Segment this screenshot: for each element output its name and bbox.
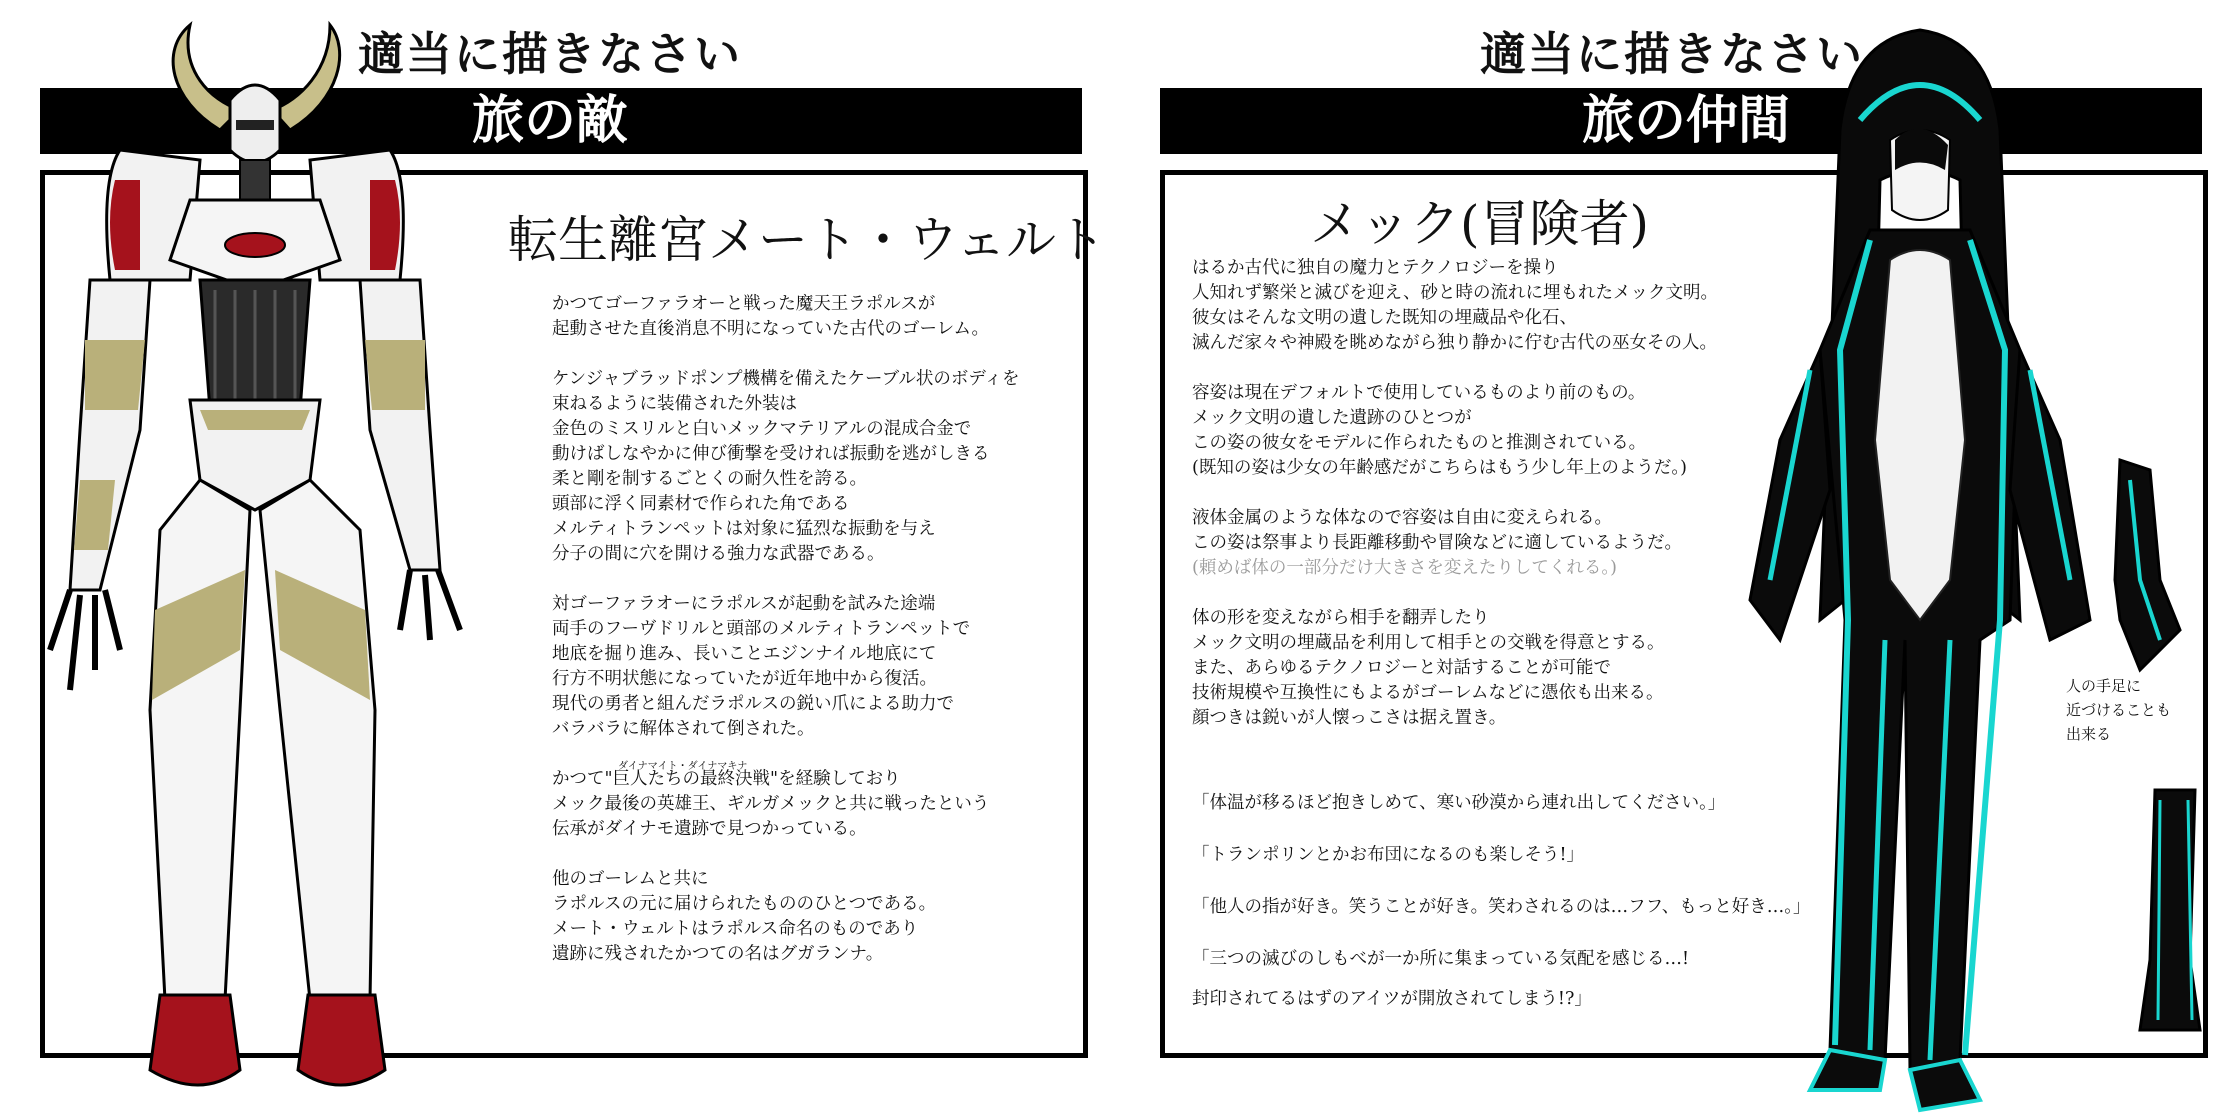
gray-note: (頼めば体の一部分だけ大きさを変えたりしてくれる。) [1192,558,1617,578]
desc-line: メック文明の遺した遺跡のひとつが [1192,408,1472,428]
desc-line: 技術規模や互換性にもよるがゴーレムなどに憑依も出来る。 [1192,683,1664,703]
desc-line: 対ゴーファラオーにラポルスが起動を試みた途端 [552,594,936,614]
left-top-title: 適当に描きなさい [358,27,742,81]
desc-line: 動けばしなやかに伸び衝撃を受ければ振動を逃がしきる [552,444,990,464]
quote-line: 封印されてるはずのアイツが開放されてしまう!?」 [1192,989,1592,1009]
desc-line: 地底を掘り進み、長いことエジンナイル地底にて [552,644,937,664]
desc-line: 行方不明状態になっていたが近年地中から復活。 [552,669,937,689]
desc-line: この姿は祭事より長距離移動や冒険などに適しているようだ。 [1192,533,1682,553]
right-character-name: メック(冒険者) [1310,195,1650,253]
side-note [2066,674,2171,746]
right-quotes [1192,790,1810,1012]
desc-line: 遺跡に残されたかつての名はグガランナ。 [552,944,884,964]
side-note-line: 人の手足に [2066,677,2142,695]
right-description [1192,256,1718,731]
desc-line: 金色のミスリルと白いメックマテリアルの混成合金で [552,419,972,439]
mech-girl-illustration [1720,20,2240,1120]
ruby-annotation: ダイナマイト・ダイナマキナ [618,761,748,772]
side-note-line: 近づけることも [2066,701,2172,719]
right-panel [1120,0,2240,1120]
quote-line: 「体温が移るほど抱きしめて、寒い砂漠から連れ出してください。」 [1192,793,1726,813]
desc-line: メック最後の英雄王、ギルガメックと共に戦ったという [552,794,990,814]
desc-line: 現代の勇者と組んだラポルスの鋭い爪による助力で [552,694,954,714]
desc-line: また、あらゆるテクノロジーと対話することが可能で [1192,658,1611,678]
golem-illustration [40,10,540,1110]
left-character-name: 転生離宮メート・ウェルト [508,211,1106,269]
desc-line: 滅んだ家々や神殿を眺めながら独り静かに佇む古代の巫女その人。 [1192,333,1717,353]
desc-line: 柔と剛を制するごとくの耐久性を誇る。 [552,469,867,489]
desc-line: バラバラに解体されて倒された。 [552,719,815,739]
desc-line: ケンジャブラッドポンプ機構を備えたケーブル状のボディを [552,369,1020,389]
left-description [552,292,1020,967]
desc-line: 束ねるように装備された外装は [552,394,797,414]
desc-line: 両手のフーヴドリルと頭部のメルティトランペットで [552,619,971,639]
desc-line: メック文明の埋蔵品を利用して相手との交戦を得意とする。 [1192,633,1665,653]
desc-line: 起動させた直後消息不明になっていた古代のゴーレム。 [552,319,989,339]
side-note-line: 出来る [2066,725,2112,743]
desc-line: 彼女はそんな文明の遺した既知の埋蔵品や化石、 [1192,308,1577,328]
quote-line: 「他人の指が好き。笑うことが好き。笑わされるのは…フフ、もっと好き…。」 [1192,897,1811,917]
desc-line: 他のゴーレムと共に [552,869,709,889]
quote-line: 「三つの滅びのしもべが一か所に集まっている気配を感じる…! [1192,949,1690,969]
desc-line: はるか古代に独自の魔力とテクノロジーを操り [1192,258,1559,278]
desc-line: かつて"巨人たちの最終決戦"を経験しており [552,769,901,789]
desc-line: ラポルスの元に届けられたもののひとつである。 [552,894,937,914]
desc-line: 顔つきは鋭いが人懐っこさは据え置き。 [1192,708,1507,728]
desc-line: 分子の間に穴を開ける強力な武器である。 [552,544,885,564]
desc-line: 液体金属のような体なので容姿は自由に変えられる。 [1192,508,1612,528]
desc-line: この姿の彼女をモデルに作られたものと推測されている。 [1192,433,1647,453]
desc-line: 伝承がダイナモ遺跡で見つかっている。 [552,819,867,839]
desc-line: 体の形を変えながら相手を翻弄したり [1192,608,1490,628]
right-top-title: 適当に描きなさい [1480,27,1864,81]
desc-line: (既知の姿は少女の年齢感だがこちらはもう少し年上のようだ。) [1192,458,1687,478]
left-section-title: 旅の敵 [472,91,629,151]
desc-line: メート・ウェルトはラポルス命名のものであり [552,919,919,939]
desc-line: 頭部に浮く同素材で作られた角である [552,494,850,514]
desc-line: メルティトランペットは対象に猛烈な振動を与え [552,519,936,539]
quote-line: 「トランポリンとかお布団になるのも楽しそう!」 [1192,845,1585,865]
desc-line: 人知れず繁栄と滅びを迎え、砂と時の流れに埋もれたメック文明。 [1192,283,1719,303]
desc-line: かつてゴーファラオーと戦った魔天王ラポルスが [552,294,936,314]
right-section-title: 旅の仲間 [1582,91,1791,151]
desc-line: 容姿は現在デフォルトで使用しているものより前のもの。 [1192,383,1646,403]
